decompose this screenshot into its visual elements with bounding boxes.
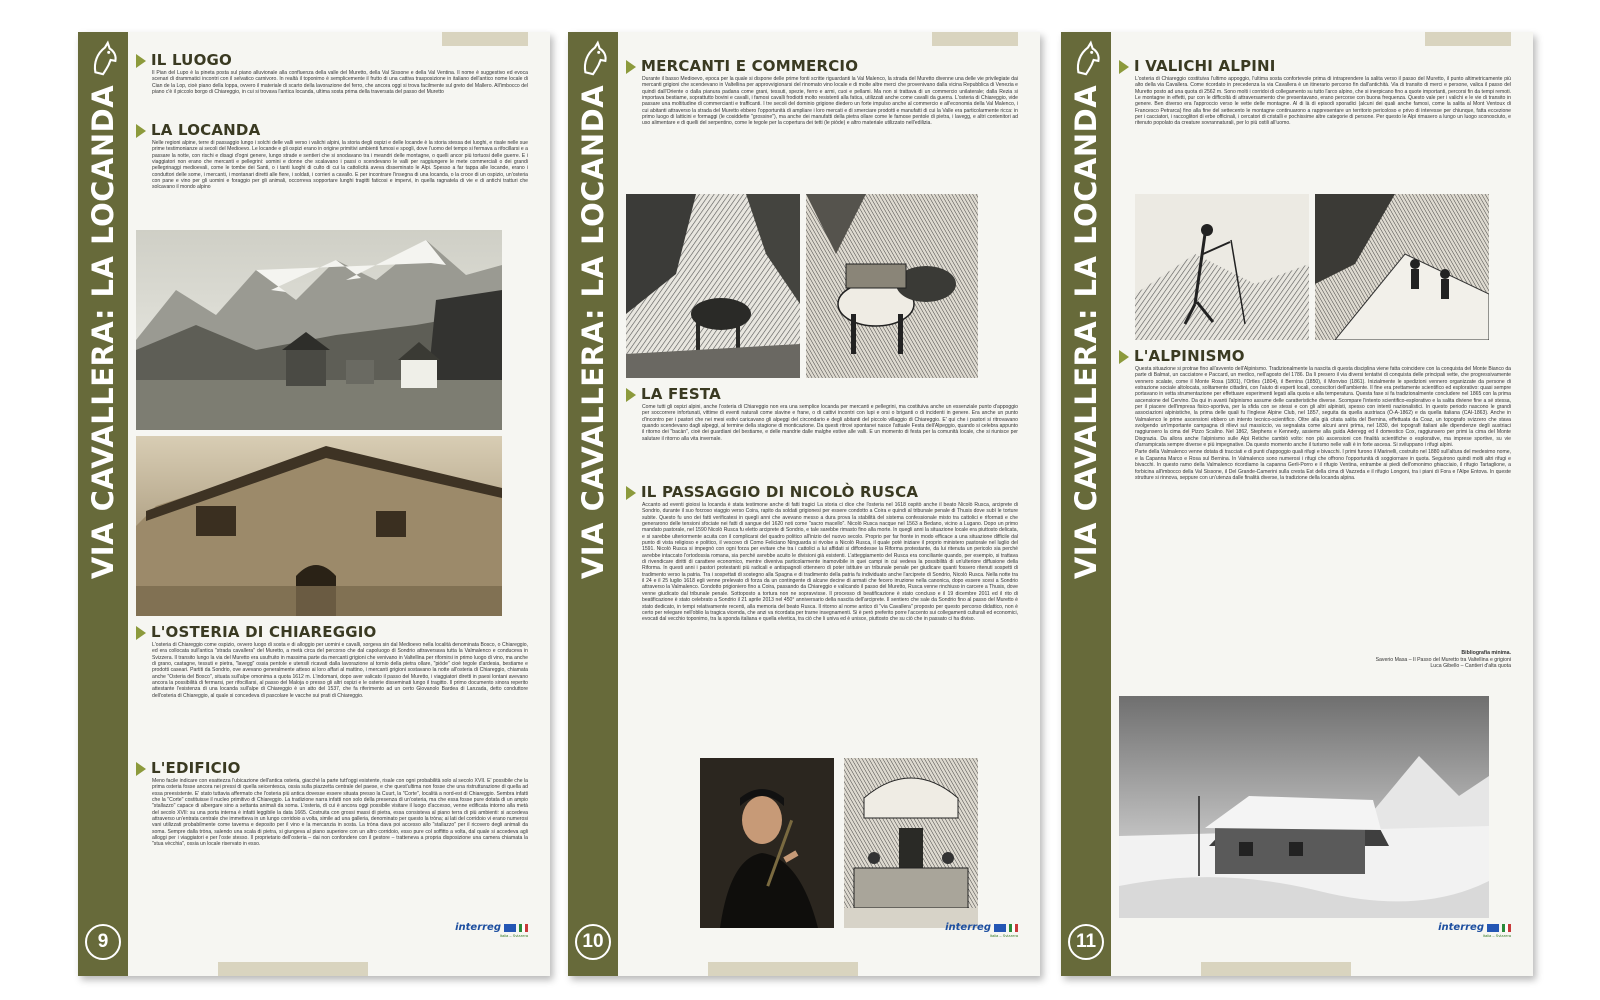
- triangle-arrow-icon: [1119, 60, 1129, 74]
- section-la-locanda: [136, 122, 528, 191]
- triangle-arrow-icon: [626, 486, 636, 500]
- italy-flag-icon: [1502, 924, 1511, 932]
- section-text: Durante il basso Medioevo, epoca per la quale si dispone delle prime fonti scritte riguardanti la Val Malenco, la strada del Muretto divenne una delle vie privilegiate dai mercanti grigioni che scendevano in Valtellina per approvvigionarsi del rinomato vino locale e di molte altre merci che provenivano dalla vicina Repubblica di Venezia e quindi dall'Oriente o dalla pianura padana come grani, tessuti, spezie, ferro e armi, cuoi e pellami. Ma non si trattava di un commercio unilaterale; dalla Rezia si importava bestiame, soprattutto bovini e cavalli, i famosi cavalli frodiotti molto resistenti alla fatica, utilizzati anche come cavalli da guerra. L'osteria di Chiareggio, vide passare una moltitudine di commercianti e trafficanti. I tre secoli del dominio grigione diedero un forte impulso anche al commercio e all'economia della Val Malenco, i cui abitanti attraverso la strada del Muretto ebbero l'opportunità di ampliare i loro mercati e di smerciare prodotti e manufatti di cui la Valle era particolarmente ricca: in primo luogo di latticini e formaggi (le cosiddette "grossine"), ma anche dei manufatti della pietra ollare come le famose pentole di pietra, i lavegg, e altri contenitori ad uso alimentare e di quelli del serpentino, come le tegole per la copertura dei tetti (le piòde) e altro materiale utilizzato nell'edilizia.: [642, 76, 1018, 127]
- engraving-tribunal-scene: [844, 758, 978, 928]
- section-nicolo-rusca: [626, 484, 1018, 623]
- eu-flag-icon: [1487, 924, 1499, 932]
- title-band: [1061, 32, 1111, 976]
- italy-flag-icon: [1009, 924, 1018, 932]
- section-text: Come tutti gli ospizi alpini, anche l'osteria di Chiareggio non era una semplice locanda per mercanti e pellegrini, ma costituiva anche un essenziale punto d'appoggio per soccorrere infortunati, vittime di eventi naturali come slavine e frane, o di cattivi incontri con lupi e orsi o briganti o di incidenti in genere. Era anche un punto d'incontro per i pastori che nei mesi estivi caricavano gli alpeggi del circondario e degli abitanti del piccolo villaggio di Chiareggio. E' qui che i pastori si ritrovavano quando scendevano dagli alpeggi, al termine della stagione di monticazione. Da questi ritrovi spontanei nasce l'attuale Festa dell'Alpeggio, quando si celebra appunto il ritorno dei "bacàn", cioè dei guardiani del bestiame, e delle mandrie dalle malghe estive alle valli. E un momento di festa per la comunità locale, che si riunisce per salutare il ritorno alla vita invernale.: [642, 404, 1018, 442]
- section-title: L'OSTERIA DI CHIAREGGIO: [151, 623, 377, 641]
- page-number: 9: [85, 924, 121, 960]
- section-il-luogo: [136, 52, 528, 95]
- panel-9: [78, 32, 550, 976]
- accent-bar: [218, 962, 368, 976]
- old-inn-building-photo: [136, 436, 502, 616]
- section-title: LA FESTA: [641, 385, 721, 403]
- triangle-arrow-icon: [136, 124, 146, 138]
- triangle-arrow-icon: [136, 54, 146, 68]
- section-title: I VALICHI ALPINI: [1134, 57, 1276, 75]
- engraving-alpinist-icefield: [1135, 194, 1309, 340]
- accent-bar: [1425, 32, 1511, 46]
- section-valichi-alpini: [1119, 58, 1511, 127]
- section-mercanti: [626, 58, 1018, 127]
- section-title: MERCANTI E COMMERCIO: [641, 57, 859, 75]
- horse-head-logo-icon: [84, 40, 122, 78]
- section-text: Nelle regioni alpine, terre di passaggio lungo i solchi delle valli verso i valichi alpini, la storia degli ospizi e delle locande è la storia stessa dei luoghi, e risale nelle sue prime testimonianze ai secoli del Medioevo. Le locande e gli ospizi erano in origine primitivi ambienti fumosi e spogli, dove l'uomo del tempo si fermava a rifocillarsi e a passare la notte, con rischi e disagi d'ogni genere, lungo strade e sentieri che si snodavano tra i meandri delle montagne, o quelli ancor più tortuosi delle guerre. E i viaggiatori non erano che mercanti e pellegrini: uomini e donne che scalavano i passi o scendevano le valli per raggiungere le mete commerciali o dei grandi pellegrinaggi medioevali, come le tombe dei Santi, o i tanti luoghi di culto di cui la cattolicità aveva disseminato le Alpi. Spesso a far tappa alle locande, erano i conduttori delle some, i mercanti, i montanari diretti alle fiere, i soldati, i corrieri a cavallo. E per incontrare l'insegna di una locanda, o la croce di un ospizio, un'osteria con pane e vino per gli uomini e foraggio per gli animali, occorreva sopportare lunghi tragitti faticosi e impervi, in quella ragnatela di vie e di antichi tratturi che solcavano il mondo alpino: [152, 140, 528, 191]
- section-title: LA LOCANDA: [151, 121, 261, 139]
- accent-bar: [932, 32, 1018, 46]
- bibliography-entry: Saverio Masa – Il Passo del Muretto tra Valtellina e grigioni: [1375, 656, 1511, 663]
- page-number: 10: [575, 924, 611, 960]
- bibliography: [1376, 650, 1511, 670]
- panel-11: [1061, 32, 1533, 976]
- eu-flag-icon: [504, 924, 516, 932]
- page-number: 11: [1068, 924, 1104, 960]
- accent-bar: [1201, 962, 1351, 976]
- snowy-mountain-hut-photo: [1119, 696, 1489, 918]
- section-text: Meno facile indicare con esattezza l'ubicazione dell'antica osteria, giacché la parte tutt'oggi esistente, risale con ogni probabilità solo al secolo XVII. E' possibile che la prima osteria fosse ancora nei pressi di quella seicentesca, ossia sulla piazzetta centrale del paese, e che quest'ultima non fosse che una ristrutturazione di quella ad essa preesistente. E' stato tuttavia affermato che l'osteria più antica dovesse essere situata presso la Cuurt, la "Corte", località a nord-est di Chiareggio. Sembra infatti che la "Corte" costituisse il nucleo primitivo di Chiareggio. La tradizione narra infatti non solo della presenza di un'osteria, ma che essa fosse pure dotata di un ampio "stallazzo" capace di albergare sino a settanta animali da soma. L'osteria, di cui è ancora oggi possibile visitare il luogo d'accesso, venne edificata intorno alla metà del secolo XVII: su una porta interna è infatti leggibile la data 1665. Costruita con grossi massi di pietra, essa consisteva al piano terra di più ambienti: si accedeva attraverso un'entrata centrale che immetteva in un lungo corridoio a volta, simile ad una galleria, denominato per questo la tròna; ai lati del corridoio vi erano numerosi vani utilizzati probabilmente come taverna e deposito per il vino e la mercanzia in sosta. La tròna dava poi accesso allo "stallazzo" per il ricovero degli animali da soma. Sempre dalla tròna, salendo una scala di pietra, si giungeva al piano superiore con un altro corridoio, esso pure col soffitto a volta, dal quale si accedeva agli alloggi per i viaggiatori e per l'oste stesso. Il proprietario dell'osteria – dai non confondere con il gestore – tratteneva a propria disposizione una camera chiamata la "stua vècchia", ossia un locale riservato in esso.: [152, 778, 528, 848]
- bibliography-entry: Luca Gibello – Cantieri d'alta quota: [1430, 663, 1511, 670]
- section-text: L'osteria di Chiareggio costituiva l'ultimo appoggio, l'ultima sosta confortevole prima di intraprendere la salita verso il passo del Muretto, il punto altimetricamente più alto della via Cavallera. Come ricordato in precedenza la via Cavallera è un itinerario percorso fin dall'antichità. Via di transito di merci e persone, valica il passo del Muretto posto ad una quota di 2562 m. Sono molti i corridoi di collegamento su tutto l'arco alpino, che si inerpicano fino a quote importanti, percorsi fin da tempi remoti. Le montagne in effetti, pur con le difficoltà di attraversamento che presentavano, erano percorse con buona frequenza. Questo vale per i valichi e le vie di transito in genere. Ben diverso era l'approccio verso le vette delle montagne. Al di là di episodi sporadici (alcuni dei quali anche famosi, come la salita al Mont Ventoux di Francesco Petrarca) fino alla fine del settecento le montagne continuarono a rappresentare un territorio pericoloso e privo di interesse per chiunque, fatta eccezione per i cacciatori, i raccoglitori di erbe officinali, i cercatori di cristalli e pochissime altre categorie di persone. Per questo le Alpi rimasero a lungo un luogo sconosciuto, e ritenuto popolato da creature sovrannaturali, per lo più ostili all'uomo.: [1135, 76, 1511, 127]
- section-osteria: [136, 624, 528, 699]
- triangle-arrow-icon: [136, 762, 146, 776]
- band-title: VIA CAVALLERA: LA LOCANDA: [576, 84, 610, 580]
- section-edificio: [136, 760, 528, 848]
- accent-bar: [708, 962, 858, 976]
- bibliography-title: Bibliografia minima.: [1461, 650, 1511, 656]
- portrait-nicolo-rusca: [700, 758, 834, 928]
- title-band: [78, 32, 128, 976]
- section-title: IL PASSAGGIO DI NICOLÒ RUSCA: [641, 483, 919, 501]
- triangle-arrow-icon: [136, 626, 146, 640]
- engraving-loaded-horses: [806, 194, 978, 378]
- section-alpinismo: [1119, 348, 1511, 481]
- triangle-arrow-icon: [626, 60, 636, 74]
- section-text: Accanto ad eventi gioiosi la locanda è stata testimone anche di fatti tragici La storia ci dice che l'osteria nel 1618 ospitò anche il beato Nicolò Rusca, arciprete di Sondrio, durante il suo forzoso viaggio verso Coira, rapito da soldati grigionesi per essere condotto a Coira e quindi al tribunale penale di Thusis dove subì le torture subite. Questo fu uno dei fatti verificatesi in quegli anni che avevano messo a dura prova la stabilità del sistema confessionale misto tra cattolici e riformati e che generarono delle tensioni sfociate nei fatti di sangue del 1620 noti come "sacro macello". Nicolò Rusca nacque nel 1563 a Bedano, vicino a Lugano. Dopo un primo mandato pastorale, nel 1590 Nicolò Rusca fu eletto arciprete di Sondrio, e tale sarebbe rimasto fino alla morte. In quegli anni la situazione locale era piuttosto delicata, e si sarebbe ulteriormente acuita con il complicarsi del quadro politico all'inizio del nuovo secolo. Proprio per far fronte in modo efficace a una situazione difficile dal punto di vista religioso e politico, il vescovo di Como Feliciano Ninguarda si rivolse a Nicolò Rusca, il quale poté iniziare il proprio ministero pastorale nel luglio del 1591. Nicolò Rusca si impegnò con ogni forza per evitare che tra i cattolici a lui affidati si diffondesse la Riforma protestante, da lui ritenuta un pericolo sia perché avrebbe intaccato l'ortodossia romana, sia perché avrebbe acuito le divisioni già esistenti. L'atteggiamento del Rusca era conciliante quando, per esempio, si trattava di rivendicare diritti di carattere economico, mentre diveniva particolarmente inamovibile in quei campi in cui vedeva la possibilità di un'ulteriore diffusione della Riforma. In questi anni i pastori protestanti più radicali e antispagnoli ottennero di poter istituire un tribunale penale per giudicare quanti fossero ritenuti sospetti di tradimento verso la patria. Tra i sospettati di sostegno alla Spagna e di tradimento della patria fu individuato anche l'arciprete di Sondrio, Nicolò Rusca. Nella notte tra il 24 e il 25 luglio 1618 egli venne prelevato di forza da un contingente di alcune decine di armati che fecero irruzione nella canonica, dopo essere scesi a Sondrio attraverso la Valmalenco. Condotto prigioniero fino a Coira, passando da Chiareggio e valicando il passo del Muretto, Rusca venne rinchiuso in carcere a Thusis, dove venne giudicato dal tribunale penale. Sottoposto a tortura non ne sopravvisse. Il processo di beatificazione è stato concluso e il 19 dicembre 2011 ed il rito di beatificazione è stato celebrato a Sondrio il 21 aprile 2013 nel 450° anniversario della nascita dell'arciprete. Il sentiero che sale da Sondrio fino al passo del Muretto è stato dedicato, in tempi relativamente recenti, alla memoria del beato Rusca. Il ritorno al nome antico di "via Cavallera" proposto per questo percorso didattico, non è certo per relegare nell'oblio la tragica vicenda, che anzi va ricordata per trarne insegnamenti. Si è però preferito porre l'accento sui collegamenti culturali ed economici, evocati dal vecchio toponimo, tra la sponda italiana e quella elvetica, tra ciò che li univa ed è unisce, piuttosto che su ciò che in passato ci ha diviso.: [642, 502, 1018, 623]
- band-title: VIA CAVALLERA: LA LOCANDA: [86, 84, 120, 580]
- section-la-festa: [626, 386, 1018, 442]
- title-band: [568, 32, 618, 976]
- section-title: IL LUOGO: [151, 51, 232, 69]
- section-title: L'EDIFICIO: [151, 759, 241, 777]
- mountain-village-photo: [136, 230, 502, 430]
- section-text-continued: Parte della Valmalenco venne dotata di tracciati e di punti d'appoggio quali rifugi e bivacchi. I primi furono il Marinelli, costruito nel 1880 sull'altura del medesimo nome, e la Capanna Marco e Rosa sul Bernina. In Valmalenco sono numerosi i rifugi che offrono l'opportunità di soggiornare in quota. Seguirono quindi molti altri rifugi e bivacchi. In questo ramo della Valmalenco ricordiamo la capanna Gerli-Porro e il rifugio Ventina, entrambe ai piedi dell'omonimo ghiacciaio, il rifugio Tartaglione, a forbicina all'imbocco della Val Sissone, il Del Grande-Camerini sulla cresta Est della cima di Vazzeda e il rifugio Longoni, tra i piani di Fora e l'Alpe Entova. In queste strutture si rinnova, seppure con un'utenza dalle finalità diverse, la tradizione della locanda alpina.: [1135, 449, 1511, 481]
- accent-bar: [442, 32, 528, 46]
- horse-head-logo-icon: [1067, 40, 1105, 78]
- section-text: L'osteria di Chiareggio come ospizio, ovvero luogo di sosta e di alloggio per uomini e cavalli, sorgeva sin dal Medioevo nella località denominata Bosco, o Chiareggio, ed era collocata sull'antica "strada cavallera" del Muretto, a metà circa del percorso che dal capoluogo di Sondrio attraversava tutta la Valmalenco e conduceva in Svizzera. Il transito lungo la via del Muretto era usufruito in massima parte da mercanti grigioni che venivano in Valtellina per rifornirsi in primo luogo di vino, ma anche di grano, castagne, tessuti e pietra, "lavegg" ossia pentole e utensili ricavati dalla lavorazione al tornio della pietra ollare, "pióde" cioè tegole d'ardesia, bestiame e prodotti caseari. Partiti da Sondrio, ove avevano generalmente atteso ai loro affari al mattino, i mercanti grigioni sostavano la notte all'osteria di Chiareggio, chiamata anche "Osteria del Bosco", situata sull'alpe omonima a quota 1612 m. L'indomani, dopo aver valicato il passo del Muretto, i viaggiatori diretti in paesi lontani avevano ancora la possibilità di fermarsi, per rifocillarsi, al passo del Maloja o presso gli altri ospizi e le osterie disseminati lungo il tragitto. Il primo documento sinora reperito attestante l'esistenza di una locanda sull'alpe di Chiareggio è un atto del 1537, che fa riferimento ad un certo Giovanolo Bardea di Lanzada, detto conduttore dell'osteria di Chiareggio, al quale si concedeva di pascolare le vacche sui prati di Chiareggio.: [152, 642, 528, 699]
- engraving-mountain-rescue: [1315, 194, 1489, 340]
- band-title: VIA CAVALLERA: LA LOCANDA: [1069, 84, 1103, 580]
- section-title: L'ALPINISMO: [1134, 347, 1245, 365]
- horse-head-logo-icon: [574, 40, 612, 78]
- triangle-arrow-icon: [1119, 350, 1129, 364]
- italy-flag-icon: [519, 924, 528, 932]
- eu-flag-icon: [994, 924, 1006, 932]
- interreg-logo: interreg Italia – Svizzera: [1438, 922, 1511, 938]
- interreg-logo: interreg Italia – Svizzera: [945, 922, 1018, 938]
- engraving-mule-caravan: [626, 194, 800, 378]
- panel-10: [568, 32, 1040, 976]
- interreg-logo: interreg Italia – Svizzera: [455, 922, 528, 938]
- section-text: Questa situazione si protrae fino all'avvento dell'Alpinismo. Tradizionalmente la nascita di questa disciplina viene fatta coincidere con la conquista del Monte Bianco da parte di Balmat, un cacciatore e Paccard, un medico, nell'agosto del 1786. Da lì presero il via diversi tentativi di conquista delle principali vette, che progressivamente vennero scalate, come il Monte Rosa (1801), l'Ortles (1804), il Bernina (1850), il Monviso (1861). Inizialmente le spedizioni vennero organizzate da persone di estrazione sociale altolocata, solitamente cittadini, con l'aiuto di esperti locali, conoscitori dell'ambiente. Il fine era prettamente scientifico ed esplorativo: quasi sempre portavano in vetta strumentazione per effettuare esperimenti legati alla quota e alla temperatura. Questa fase si fa tradizionalmente concludere nel 1865 con la prima ascensione del Cervino. Da qui in avanti l'alpinismo assume delle caratteristiche diverse. Scompare l'intento scientifico-esplorativo e la salita diviene fine a sé stessa, per il piacere dell'impresa fisico-sportiva, per la sfida con se stessi e con gli altri alpinisti, spesso con intenti nazionalistici. In questo periodo nascono le grandi associazioni alpinistiche, la prima delle quali fu l'inglese Alpine Club, nel 1857, seguita da quella austriaca (Ö-A-1862) e da quella italiana (CAI-1863). Anche in Valmalenco le prime ascensioni ebbero un intento tecnico-scientifico. Oltre alla già citata salita del Bernina, effettuata da Coaz, un topografo svizzero che stava svolgendo un'importante campagna di rilievi sul massiccio, va segnalata come alcuni anni prima, nel 1830, dei topografi italiani alle dipendenze degli austriaci raggiunsero la cima del Pizzo Scalino. Nel 1862, Stephens e Kennedy, assieme alla guida Aderegg ed il domestico Cox, raggiunsero per primi la cima del Monte Disgrazia. Da allora anche l'alpinismo sulle Alpi Retiche cambiò volto: non più ascensioni con finalità scientifiche o esplorative, ma imprese sportive, su vie d'arrampicata sempre diverse e più impegnative. Da questo momento anche il turismo nelle valli è in forte ascesa. Si sviluppano i rifugi alpini.: [1135, 366, 1511, 449]
- triangle-arrow-icon: [626, 388, 636, 402]
- section-text: Il Pian del Lupo è la pineta posta sul piano alluvionale alla confluenza della valle del Muretto, della Val Sissone e della Val Ventina. Il nome è suggestivo ed evoca scenari di drammatici incontri con il selvatico carnivoro. In realtà il toponimo è semplicemente il frutto di una cattiva trasposizione in italiano dell'antico nome locale di Cian de la Lop, cioè piano della loppa, ovvero il materiale di scarto della lavorazione del ferro, che ancora oggi si trova facilmente sul greto del Mallero. All'imbocco del piano c'è il piccolo borgo di Chiareggio, in cui si trovava l'antica locanda, ultima sosta prima della traversata del passo del Muretto: [152, 70, 528, 96]
